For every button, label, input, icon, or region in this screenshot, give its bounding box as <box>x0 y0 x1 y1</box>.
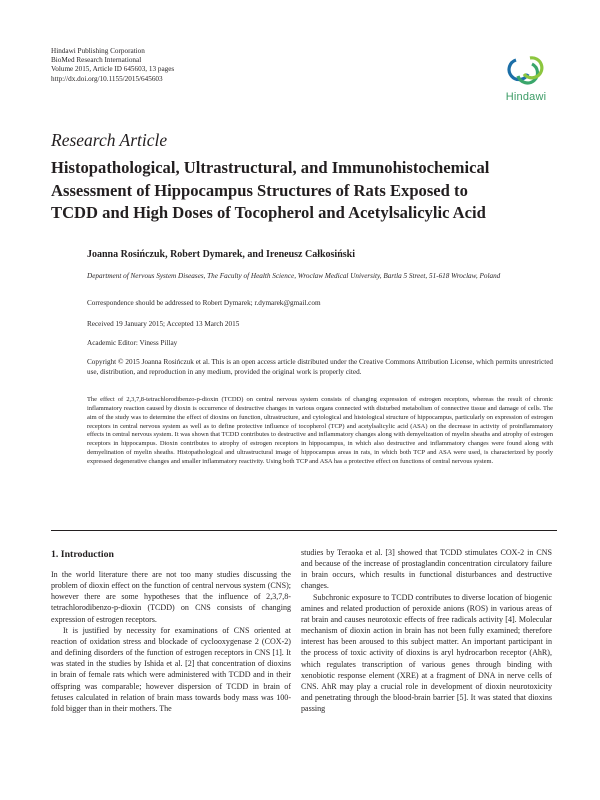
paragraph: In the world literature there are not too many studies discussing the problem of dioxin effect on the function of central nervous system (CNS); however there are some hypotheses that the influence of 2,3,7,8-tetrachlorodibenzo-p-dioxin (TCDD) on CNS consists of changing expression of estrogen receptors. <box>51 570 291 624</box>
title-line: Histopathological, Ultrastructural, and Immunohistochemical <box>51 158 490 177</box>
paragraph: It is justified by necessity for examinations of CNS oriented at reaction of oxidation stress and blockade of cyclooxygenase 2 (COX-2) and defining disorders of the function of estrogen receptors in CNS [1]. It was stated in the studies by Ishida et al. [2] that concentration of dioxins in brain of female rats which were administered with TCDD and in their offspring was comparable; however dispersion of TCDD in brain of fetuses calculated in relation of brain mass towards body mass was 100-fold bigger than in their mothers. The <box>51 625 291 713</box>
paragraph: studies by Teraoka et al. [3] showed that TCDD stimulates COX-2 in CNS and because of the increase of prostaglandin concentration circulatory failure in brain occurs, which results in functional disturbances and destructive changes. <box>301 548 552 591</box>
journal-header <box>51 47 174 84</box>
received-dates: Received 19 January 2015; Accepted 13 March 2015 <box>87 320 240 328</box>
author-list: Joanna Rosińczuk, Robert Dymarek, and Ireneusz Całkosiński <box>87 249 356 260</box>
correspondence-line: Correspondence should be addressed to Robert Dymarek; r.dymarek@gmail.com <box>87 299 321 307</box>
title-line: Assessment of Hippocampus Structures of Rats Exposed to <box>51 180 468 200</box>
paragraph: Subchronic exposure to TCDD contributes to diverse location of biogenic amines and related production of peroxide anions (ROS) in various areas of rat brain and causes neurotoxic effects of free radicals activity [4]. Molecular mechanism of dioxin action in brain has not been fully examined; therefore interest has been aroused to this subject matter. An important participant in the process of toxic activity of dioxins is aryl hydrocarbon receptor (AhR), which regulates transcription of various genes through binding with xenobiotic response element (XRE) at a fragment of DNA in nerve cells of CNS. AhR may play a crucial role in development of dioxin neurotoxicity and penetrating through the blood-brain barrier [5]. It was stated that dioxins passing <box>301 592 552 714</box>
body-column-right <box>301 547 552 714</box>
body-column-left <box>51 569 291 714</box>
academic-editor: Academic Editor: Viness Pillay <box>87 339 178 347</box>
section-divider <box>51 530 557 531</box>
abstract-text: The effect of 2,3,7,8-tetrachlorodibenzo-p-dioxin (TCDD) on central nervous system consists of changing expression of estrogen receptors, whereas the result of chronic inflammatory reaction caused by dioxin is occurrence of destructive changes in various organs connected with disturbed metabolism of connective tissue and damage of cells. The aim of the study was to determine the effect of dioxins on function, ultrastructure, and cytological and histological structure of hippocampus, particularly on expression of estrogen receptors in central nervous system as well as to define protective influence of tocopherol (TCP) and acetylsalicylic acid (ASA) on the decrease in activity of proinflammatory effects in central nervous system. It was shown that TCDD contributes to destructive and inflammatory changes along with demyelization of myelin sheaths and atrophy of estrogen receptors in hippocampus. Dioxin contributes to atrophy of estrogen receptors in hippocampus, in which also destructive and inflammatory changes were found along with demyelination of myelin sheaths. Histopathological and ultrastructural image of hippocampus areas in rats, in which both TCP and ASA were used, is characterized by poorly expressed degenerative changes and smaller inflammatory reactivity. Using both TCP and ASA has a protective effect on functions of central nervous system. <box>87 396 553 465</box>
section-heading: 1. Introduction <box>51 549 114 560</box>
affiliation: Department of Nervous System Diseases, The Faculty of Health Science, Wroclaw Medical University, Bartla 5 Street, 51-618 Wroclaw, Poland <box>87 272 501 280</box>
publisher-name: Hindawi Publishing Corporation <box>51 47 145 55</box>
hindawi-logo-text: Hindawi <box>505 91 547 103</box>
title-line: TCDD and High Doses of Tocopherol and Acetylsalicylic Acid <box>51 203 486 222</box>
article-type: Research Article <box>51 130 168 150</box>
copyright-notice: Copyright © 2015 Joanna Rosińczuk et al. This is an open access article distributed under the Creative Commons Attribution License, which permits unrestricted use, distribution, and reproduction in any medium, provided the original work is properly cited. <box>87 358 553 376</box>
journal-name: BioMed Research International <box>51 56 142 65</box>
doi-link[interactable]: http://dx.doi.org/10.1155/2015/645603 <box>51 74 163 83</box>
volume-info: Volume 2015, Article ID 645603, 13 pages <box>51 65 175 74</box>
article-title <box>51 157 561 225</box>
